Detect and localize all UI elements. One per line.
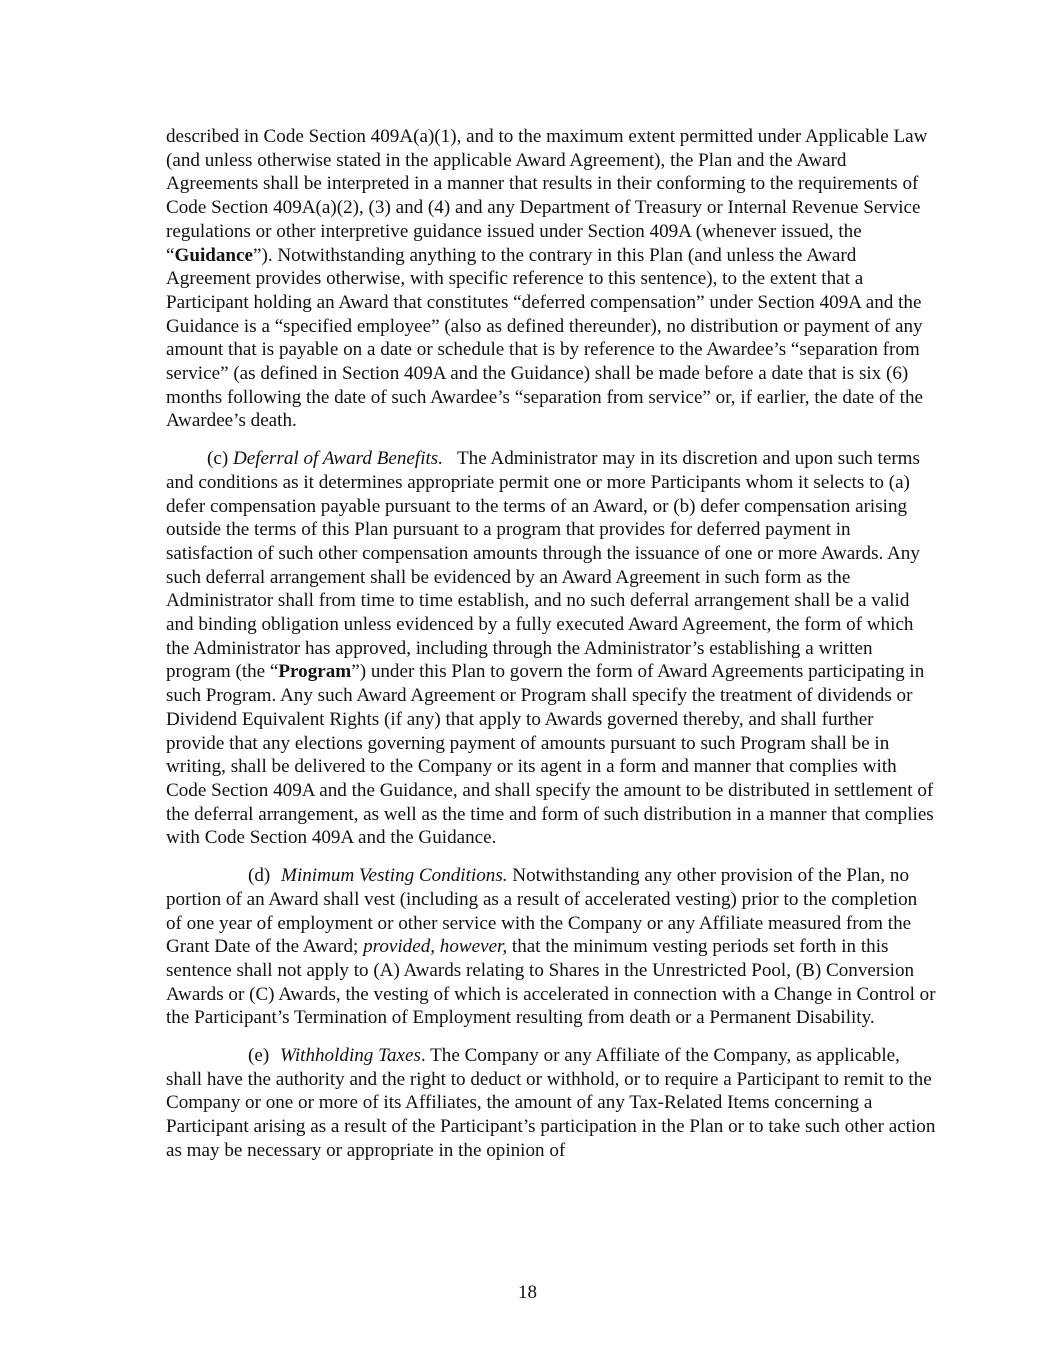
section-e-title: Withholding Taxes: [279, 1045, 421, 1067]
section-c-paragraph: [166, 447, 936, 850]
section-e-label: (e): [248, 1045, 270, 1067]
section-d-label: (d): [248, 865, 271, 887]
section-d-title: Minimum Vesting Conditions.: [281, 865, 508, 887]
document-body: [166, 125, 936, 1177]
defined-term-guidance: Guidance: [174, 244, 253, 266]
section-c-text: The Administrator may in its discretion and upon such terms and conditions as it determines appropriate permit one or more Participants whom it selects to (a) defer compensation payable pursuant to the terms of an Award, or (b) defer compensation arising outside the terms of this Plan pursuant to a program that provides for deferred payment in satisfaction of such other compensation amounts through the issuance of one or more Awards. Any such deferral arrangement shall be evidenced by an Award Agreement in such form as the Administrator shall from time to time establish, and no such deferral arrangement shall be a valid and binding obligation unless evidenced by a fully executed Award Agreement, the form of which the Administrator has approved, including through the Administrator’s establishing a written program (the “: [166, 448, 920, 683]
section-d-paragraph: [166, 864, 936, 1030]
paragraph-text: described in Code Section 409A(a)(1), and to the maximum extent permitted under Applicable Law (and unless otherwise stated in the applicable Award Agreement), the Plan and the Award Agreements shall be interpreted in a manner that results in their conforming to the requirements of Code Section 409A(a)(2), (3) and (4) and any Department of Treasury or Internal Revenue Service regulations or other interpretive guidance issued under Section 409A (whenever issued, the “: [166, 126, 928, 266]
defined-term-program: Program: [278, 661, 352, 683]
section-e-paragraph: [166, 1044, 936, 1163]
page-number: 18: [518, 1282, 537, 1303]
paragraph-continued: [166, 125, 936, 433]
section-c-title: Deferral of Award Benefits.: [232, 448, 444, 470]
section-c-label: (c): [207, 448, 229, 470]
section-d-text: Notwithstanding any other provision of the Plan, no portion of an Award shall vest (including as a result of accelerated vesting) prior to the completion of one year of employment or other service with the Company or any Affiliate measured from the Grant Date of the Award;: [166, 865, 918, 958]
paragraph-text: ”). Notwithstanding anything to the contrary in this Plan (and unless the Award Agreement provides otherwise, with specific reference to this sentence), to the extent that a Participant holding an Award that constitutes “deferred compensation” under Section 409A and the Guidance is a “specified employee” (also as defined thereunder), no distribution or payment of any amount that is payable on a date or schedule that is by reference to the Awardee’s “separation from service” (as defined in Section 409A and the Guidance) shall be made before a date that is six (6) months following the date of such Awardee’s “separation from service” or, if earlier, the date of the Awardee’s death.: [166, 244, 924, 432]
section-e-text: . The Company or any Affiliate of the Company, as applicable, shall have the authority and the right to deduct or withhold, or to require a Participant to remit to the Company or one or more of its Affiliates, the amount of any Tax-Related Items concerning a Participant arising as a result of the Participant’s participation in the Plan or to take such other action as may be necessary or appropriate in the opinion of: [166, 1045, 936, 1161]
section-d-text-continued: that the minimum vesting periods set forth in this sentence shall not apply to (A) Awards relating to Shares in the Unrestricted Pool, (B) Conversion Awards or (C) Awards, the vesting of which is accelerated in connection with a Change in Control or the Participant’s Termination of Employment resulting from death or a Permanent Disability.: [166, 936, 936, 1029]
proviso-phrase: provided, however,: [363, 936, 508, 958]
section-c-text-continued: ”) under this Plan to govern the form of Award Agreements participating in such Program. Any such Award Agreement or Program shall specify the treatment of dividends or Dividend Equivalent Rights (if any) that apply to Awards governed thereby, and shall further provide that any elections governing payment of amounts pursuant to such Program shall be in writing, shall be delivered to the Company or its agent in a form and manner that complies with Code Section 409A and the Guidance, and shall specify the amount to be distributed in settlement of the deferral arrangement, as well as the time and form of such distribution in a manner that complies with Code Section 409A and the Guidance.: [166, 661, 934, 849]
